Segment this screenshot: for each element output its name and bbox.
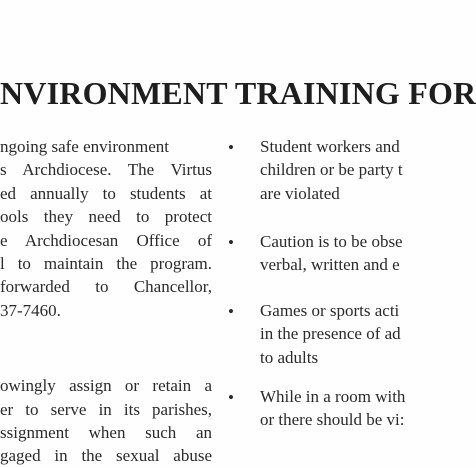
text-line: or there should be vi: — [260, 410, 405, 430]
text-line: forwarded to Chancellor, — [0, 277, 212, 297]
text-line: Caution is to be obse — [260, 232, 403, 251]
text-line: ssignment when such an — [0, 422, 212, 442]
right-list-item — [260, 385, 426, 432]
bullet-marker: • — [228, 388, 234, 407]
text-line: to adults — [260, 347, 319, 367]
text-line: ngoing safe environment — [0, 137, 170, 156]
right-list-item — [260, 230, 426, 277]
bullet-marker: • — [228, 302, 234, 321]
text-line: er to serve in its parishes, — [0, 399, 212, 419]
text-line: Games or sports acti — [260, 301, 400, 320]
right-list-item — [260, 299, 426, 369]
text-line: ed annually to students at — [0, 183, 212, 203]
text-line: l to maintain the program. — [0, 253, 212, 273]
text-line: s Archdiocese. The Virtus — [0, 160, 212, 180]
text-line: While in a room with — [260, 387, 406, 406]
text-line: children or be party t — [260, 160, 403, 180]
text-line: e Archdiocesan Office of — [0, 230, 212, 250]
text-line: in the presence of ad — [260, 324, 401, 344]
bullet-marker: • — [228, 233, 234, 252]
text-line: gaged in the sexual abuse — [0, 446, 212, 466]
section-heading: NVIRONMENT TRAINING FOR — [0, 75, 476, 111]
text-line: 37-7460. — [0, 300, 61, 320]
text-line: verbal, written and e — [260, 255, 400, 275]
bullet-marker: • — [228, 138, 234, 157]
left-column — [0, 135, 212, 468]
left-paragraph-1 — [0, 135, 212, 322]
text-line: owingly assign or retain a — [0, 376, 212, 396]
right-list-item — [260, 135, 426, 205]
left-paragraph-2 — [0, 374, 212, 468]
text-line: are violated — [260, 183, 340, 203]
text-line: Student workers and — [260, 137, 400, 156]
text-line: ools they need to protect — [0, 207, 212, 227]
